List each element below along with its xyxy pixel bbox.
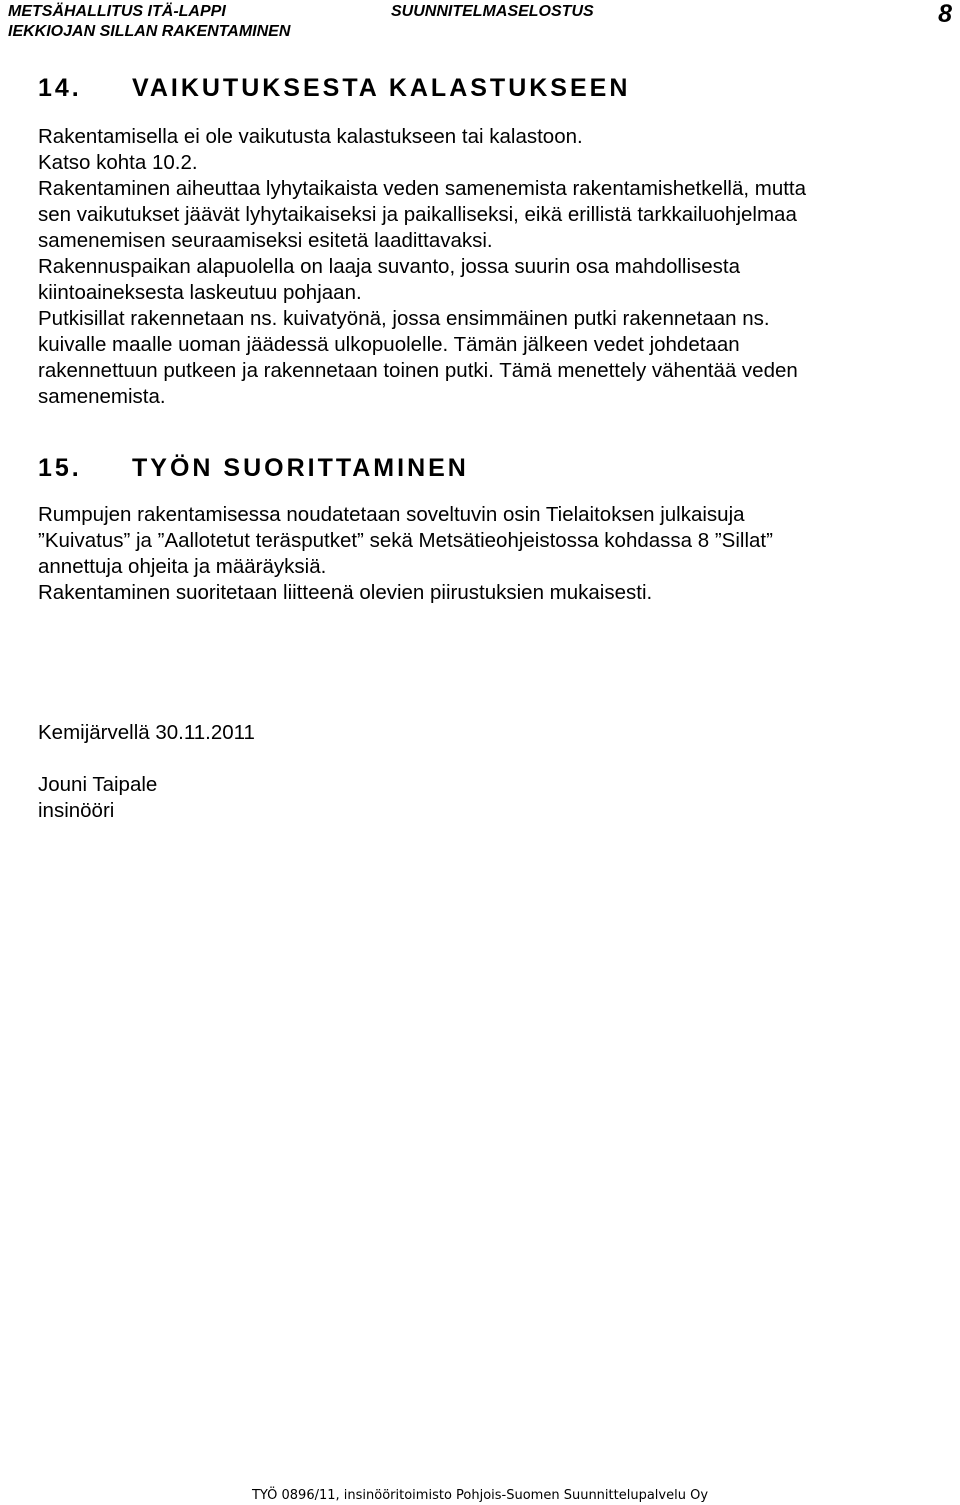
document-body (38, 72, 938, 824)
page-number: 8 (938, 0, 952, 28)
paragraph-line: Katso kohta 10.2. (38, 151, 198, 174)
signer-title: insinööri (38, 799, 115, 822)
section-15-heading (38, 452, 938, 484)
header-organization: METSÄHALLITUS ITÄ-LAPPI (8, 3, 226, 20)
paragraph-line: ”Kuivatus” ja ”Aallotetut teräsputket” sekä Metsätieohjeistossa kohdassa 8 ”Sillat” (38, 529, 773, 552)
signature-block (38, 720, 938, 824)
place-date: Kemijärvellä 30.11.2011 (38, 721, 255, 744)
paragraph-line: Rakennuspaikan alapuolella on laaja suvanto, jossa suurin osa mahdollisesta (38, 255, 741, 278)
paragraph-line: Rakentaminen suoritetaan liitteenä olevien piirustuksien mukaisesti. (38, 581, 653, 604)
paragraph-line: samenemista. (38, 385, 166, 408)
header-project: IEKKIOJAN SILLAN RAKENTAMINEN (8, 23, 291, 40)
page-footer: TYÖ 0896/11, insinööritoimisto Pohjois-Suomen Suunnittelupalvelu Oy (251, 1488, 709, 1503)
signer-name: Jouni Taipale (38, 773, 158, 796)
section-15-number: 15. (38, 454, 82, 482)
paragraph-line: Rumpujen rakentamisessa noudatetaan soveltuvin osin Tielaitoksen julkaisuja (38, 503, 745, 526)
paragraph-line: Rakentamisella ei ole vaikutusta kalastukseen tai kalastoon. (38, 125, 583, 148)
section-15-text (38, 502, 938, 606)
paragraph-line: Putkisillat rakennetaan ns. kuivatyönä, jossa ensimmäinen putki rakennetaan ns. (38, 307, 770, 330)
section-14-title: VAIKUTUKSESTA KALASTUKSEEN (132, 74, 631, 102)
section-14-number: 14. (38, 74, 82, 102)
section-14-text (38, 124, 938, 410)
page-header (8, 0, 956, 50)
section-14-heading (38, 72, 938, 104)
paragraph-line: annettuja ohjeita ja määräyksiä. (38, 555, 327, 578)
paragraph-line: samenemisen seuraamiseksi esitetä laadittavaksi. (38, 229, 493, 252)
paragraph-line: rakennettuun putkeen ja rakennetaan toinen putki. Tämä menettely vähentää veden (38, 359, 798, 382)
header-document-type: SUUNNITELMASELOSTUS (391, 3, 594, 20)
paragraph-line: Rakentaminen aiheuttaa lyhytaikaista veden samenemista rakentamishetkellä, mutta (38, 177, 807, 200)
section-15-title: TYÖN SUORITTAMINEN (132, 454, 469, 482)
paragraph-line: kuivalle maalle uoman jäädessä ulkopuolelle. Tämän jälkeen vedet johdetaan (38, 333, 740, 356)
paragraph-line: kiintoaineksesta laskeutuu pohjaan. (38, 281, 362, 304)
paragraph-line: sen vaikutukset jäävät lyhytaikaiseksi ja paikalliseksi, eikä erillistä tarkkailuohjelmaa (38, 203, 797, 226)
